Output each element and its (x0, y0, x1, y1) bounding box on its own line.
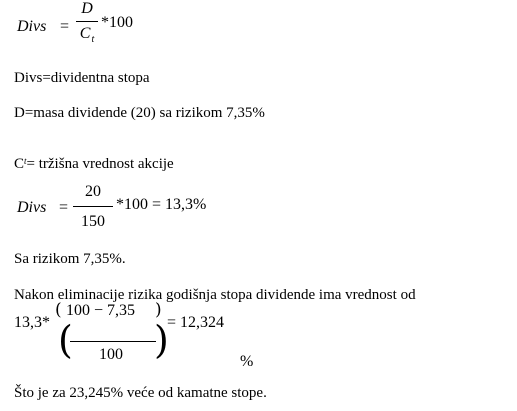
definition-divs: Divs=dividentna stopa (14, 70, 150, 86)
definition-ct: $C^t=$ tržišna vrednost akcije (14, 156, 174, 172)
formula2-equals: = (59, 199, 69, 216)
formula2-tail: *100 = 13,3% (116, 196, 207, 213)
formula3-denominator: 100 (99, 346, 123, 363)
definition-d: D=masa dividende (20) sa rizikom 7,35% (14, 105, 265, 121)
formula3-outer-paren-left: ( (58, 318, 73, 362)
formula3-inner-numerator: 100 − 7,35 (66, 302, 136, 319)
formula1-fraction-bar (76, 21, 98, 22)
formula1-equals: = (60, 18, 70, 35)
formula2-lhs: Divs (17, 199, 47, 216)
line-final: Što je za 23,245% veće od kamatne stope. (14, 385, 267, 401)
formula1-denominator: $C_t$ (79, 25, 95, 45)
formula3-result: = 12,324 (167, 314, 225, 331)
formula3-outer-paren-right: ) (154, 318, 169, 362)
formula3-inner-paren-left: ( (55, 300, 62, 320)
formula3-fraction-bar (70, 341, 156, 342)
formula2-fraction-bar (73, 206, 113, 207)
formula3-percent: % (240, 353, 254, 370)
formula1-tail: *100 (101, 14, 133, 31)
formula3-prefix: 13,3* (14, 314, 50, 331)
formula2-denominator: 150 (81, 213, 105, 230)
line-nakon-eliminacije: Nakon eliminacije rizika godišnja stopa dividende ima vrednost od (14, 287, 416, 303)
formula2-numerator: 20 (85, 183, 101, 200)
formula2-fraction (73, 183, 113, 231)
formula3-inner-paren-right: ) (155, 300, 162, 320)
formula1-numerator: D (81, 0, 93, 17)
line-sa-rizikom: Sa rizikom 7,35%. (14, 251, 126, 267)
formula1-fraction (76, 0, 98, 45)
formula1-lhs: Divs (17, 18, 47, 35)
